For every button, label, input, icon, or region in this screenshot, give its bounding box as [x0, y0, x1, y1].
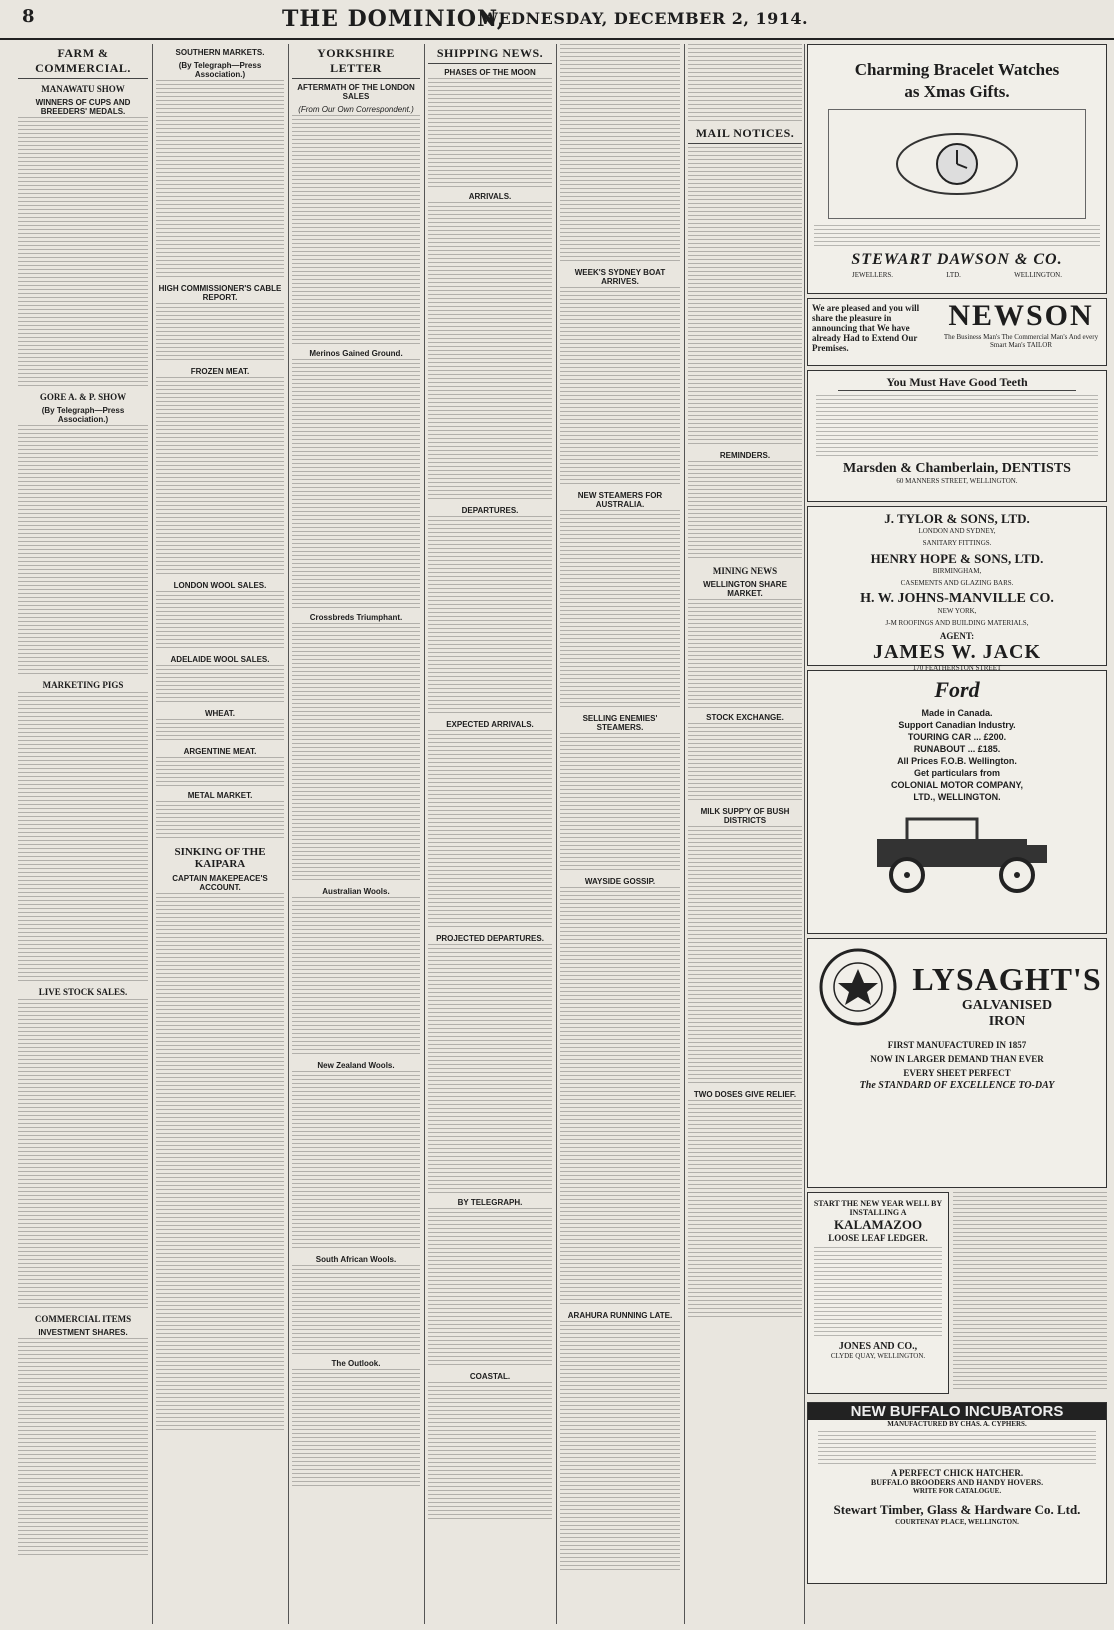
ad-stewart-dawson[interactable] — [807, 44, 1107, 294]
ad-body-text — [814, 225, 1100, 247]
article-heading: COMMERCIAL ITEMS — [34, 1314, 132, 1324]
article-heading: METAL MARKET. — [187, 791, 253, 800]
article-subheading: INVESTMENT SHARES. — [38, 1328, 128, 1337]
article-body — [18, 999, 148, 1309]
column-shipping — [428, 44, 552, 1624]
advertisements-column — [807, 44, 1107, 1624]
article-body — [292, 1369, 420, 1489]
article-body — [428, 1208, 552, 1368]
car-icon — [837, 809, 1077, 895]
column-rule — [424, 44, 425, 1624]
article-body — [560, 733, 680, 873]
ad-address: 170 FEATHERSTON STREET — [912, 664, 1002, 672]
ad-company-name: Marsden & Chamberlain, DENTISTS — [843, 461, 1071, 476]
article-credit: (By Telegraph—Press Association.) — [41, 406, 125, 424]
column-rule — [684, 44, 685, 1624]
newspaper-title: THE DOMINION, — [282, 6, 506, 32]
ad-line: SANITARY FITTINGS. — [922, 539, 992, 547]
ad-newson[interactable] — [807, 298, 1107, 366]
ad-line: A PERFECT CHICK HATCHER. — [890, 1468, 1024, 1478]
article-body — [18, 425, 148, 675]
ad-tagline: The Business Man's The Commercial Man's And every Smart Man's TAILOR — [943, 333, 1099, 349]
ad-line: Get particulars from — [913, 768, 1001, 778]
ad-line: WRITE FOR CATALOGUE. — [912, 1487, 1002, 1495]
article-body — [688, 826, 802, 1086]
article-body — [156, 893, 284, 1433]
article-credit: (From Our Own Correspondent.) — [298, 105, 414, 114]
article-subheading: REMINDERS. — [719, 451, 771, 460]
article-body — [560, 887, 680, 1307]
article-credit: (By Telegraph—Press Association.) — [178, 61, 262, 79]
article-subheading: TWO DOSES GIVE RELIEF. — [693, 1090, 797, 1099]
ad-line: MANUFACTURED BY CHAS. A. CYPHERS. — [887, 1420, 1027, 1428]
article-subheading: SELLING ENEMIES' STEAMERS. — [582, 714, 658, 732]
article-body — [428, 516, 552, 716]
ad-newson-message: We are pleased and you will share the pleasure in announcing that We have already Had to Extend Our Premises. — [812, 303, 920, 353]
ad-company-footer — [808, 271, 1106, 279]
article-body — [560, 44, 680, 264]
article-body — [156, 80, 284, 280]
column-farm-commercial — [18, 44, 148, 1624]
ad-line: NOW IN LARGER DEMAND THAN EVER — [870, 1054, 1044, 1064]
ad-company-name: LYSAGHT'S — [912, 961, 1102, 997]
ad-company-name: NEWSON — [948, 299, 1094, 332]
ad-body-text — [818, 1431, 1096, 1467]
trade-mark-emblem-icon — [818, 947, 898, 1027]
article-subheading: DEPARTURES. — [461, 506, 519, 515]
article-subheading: PHASES OF THE MOON — [444, 68, 536, 77]
column-rule — [804, 44, 805, 1624]
notice-body-text — [953, 1192, 1107, 1392]
ad-line: Made in Canada. — [921, 708, 993, 718]
article-subheading: ARRIVALS. — [468, 192, 512, 201]
article-body — [428, 202, 552, 502]
article-body — [560, 287, 680, 487]
ad-lysaght-iron[interactable] — [807, 938, 1107, 1188]
article-body — [428, 1382, 552, 1522]
ad-line: J. TYLOR & SONS, LTD. — [884, 511, 1030, 526]
ad-line: Support Canadian Industry. — [898, 720, 1016, 730]
ad-line: CASEMENTS AND GLAZING BARS. — [900, 579, 1014, 587]
ad-james-w-jack[interactable] — [807, 506, 1107, 672]
watch-icon — [857, 116, 1057, 212]
ad-headline: Charming Bracelet Watches — [854, 60, 1060, 79]
article-subheading: PROJECTED DEPARTURES. — [436, 934, 544, 943]
ad-body-text — [816, 395, 1098, 457]
ad-line: COLONIAL MOTOR COMPANY, — [890, 780, 1023, 790]
ad-company-name: JAMES W. JACK — [872, 641, 1042, 663]
article-body — [688, 1100, 802, 1320]
article-body — [292, 359, 420, 609]
ad-line: LONDON AND SYDNEY, — [918, 527, 996, 535]
article-body — [560, 510, 680, 710]
article-heading: SINKING OF THE KAIPARA — [174, 846, 266, 870]
article-subheading: WELLINGTON SHARE MARKET. — [703, 580, 787, 598]
ad-company-name: JONES AND CO., — [838, 1341, 918, 1352]
ad-dentists[interactable] — [807, 370, 1107, 502]
ad-line: BUFFALO BROODERS AND HANDY HOVERS. — [870, 1478, 1044, 1487]
ad-line: HENRY HOPE & SONS, LTD. — [870, 551, 1044, 566]
article-body — [156, 591, 284, 651]
article-body — [688, 461, 802, 561]
article-heading: SOUTHERN MARKETS. — [175, 48, 265, 57]
article-heading: MAIL NOTICES. — [688, 126, 802, 144]
article-subheading: ARAHURA RUNNING LATE. — [567, 1311, 673, 1320]
article-subheading: STOCK EXCHANGE. — [706, 713, 784, 722]
ad-company-name: Stewart Timber, Glass & Hardware Co. Ltd. — [833, 1502, 1081, 1517]
article-body — [292, 1265, 420, 1355]
ad-line: FIRST MANUFACTURED IN 1857 — [887, 1040, 1027, 1050]
watch-illustration — [828, 109, 1086, 219]
column-shipping-continued — [560, 44, 680, 1624]
ad-line: The STANDARD OF EXCELLENCE TO-DAY — [859, 1080, 1055, 1091]
ad-headline: NEW BUFFALO INCUBATORS — [808, 1403, 1106, 1420]
ad-line: LTD., WELLINGTON. — [913, 792, 1001, 802]
section-heading: FARM & COMMERCIAL. — [18, 46, 148, 79]
ad-line: All Prices F.O.B. Wellington. — [897, 756, 1017, 766]
ad-ford-motor[interactable] — [807, 670, 1107, 934]
article-subheading: Merinos Gained Ground. — [309, 349, 403, 358]
article-body — [18, 692, 148, 982]
article-heading: MINING NEWS — [712, 566, 778, 576]
article-subheading: Crossbreds Triumphant. — [309, 613, 403, 622]
article-heading: FROZEN MEAT. — [190, 367, 250, 376]
article-body — [156, 665, 284, 705]
ad-line: LOOSE LEAF LEDGER. — [828, 1233, 928, 1243]
article-subheading: CAPTAIN MAKEPEACE'S ACCOUNT. — [172, 874, 268, 892]
article-subheading: Australian Wools. — [322, 887, 390, 896]
article-body — [156, 377, 284, 577]
article-subheading: The Outlook. — [331, 1359, 381, 1368]
ad-address: CLYDE QUAY, WELLINGTON. — [830, 1352, 926, 1360]
ad-price-runabout: RUNABOUT ... £185. — [913, 744, 1001, 754]
ad-buffalo-incubators[interactable] — [807, 1402, 1107, 1584]
article-heading: LONDON WOOL SALES. — [173, 581, 267, 590]
article-subheading: BY TELEGRAPH. — [457, 1198, 523, 1207]
ad-address: COURTENAY PLACE, WELLINGTON. — [895, 1518, 1019, 1526]
article-body — [18, 117, 148, 387]
ad-company-name: STEWART DAWSON & CO. — [851, 251, 1063, 268]
article-heading: LIVE STOCK SALES. — [38, 987, 128, 997]
article-body — [428, 78, 552, 188]
ad-footer-left: JEWELLERS. — [852, 271, 894, 279]
ad-headline: You Must Have Good Teeth — [838, 375, 1076, 391]
ford-logo: Ford — [934, 677, 980, 702]
ad-kalamazoo[interactable] — [807, 1192, 949, 1394]
ad-line: H. W. JOHNS-MANVILLE CO. — [860, 591, 1054, 606]
ad-line: START THE NEW YEAR WELL BY INSTALLING A — [813, 1199, 943, 1217]
article-body — [156, 303, 284, 363]
article-heading: MANAWATU SHOW — [41, 84, 125, 94]
article-body — [292, 897, 420, 1057]
ad-agent-label: AGENT: — [939, 631, 975, 641]
article-subheading: NEW STEAMERS FOR AUSTRALIA. — [577, 491, 663, 509]
article-subheading: WAYSIDE GOSSIP. — [584, 877, 656, 886]
article-heading: MARKETING PIGS — [42, 680, 124, 690]
article-body — [156, 757, 284, 787]
column-yorkshire — [292, 44, 420, 1624]
article-subheading: EXPECTED ARRIVALS. — [446, 720, 534, 729]
article-heading: ADELAIDE WOOL SALES. — [170, 655, 270, 664]
ad-line: KALAMAZOO — [833, 1217, 923, 1232]
article-subheading: MILK SUPP'Y OF BUSH DISTRICTS — [700, 807, 790, 825]
ad-line: EVERY SHEET PERFECT — [903, 1068, 1011, 1078]
column-rule — [288, 44, 289, 1624]
ad-line: IRON — [988, 1014, 1026, 1029]
ad-footer-right: WELLINGTON. — [1014, 271, 1062, 279]
ad-line: NEW YORK, — [937, 607, 977, 615]
column-notices — [688, 44, 802, 1624]
ad-address: 60 MANNERS STREET, WELLINGTON. — [896, 477, 1018, 485]
article-body — [18, 1338, 148, 1558]
article-heading: HIGH COMMISSIONER'S CABLE REPORT. — [158, 284, 282, 302]
article-subheading: COASTAL. — [469, 1372, 511, 1381]
ad-line: J-M ROOFINGS AND BUILDING MATERIALS, — [885, 619, 1029, 627]
article-body — [292, 1071, 420, 1251]
ad-line: GALVANISED — [961, 998, 1053, 1013]
masthead — [0, 0, 1114, 40]
article-subheading: WINNERS OF CUPS AND BREEDERS' MEDALS. — [35, 98, 131, 116]
issue-date: WEDNESDAY, DECEMBER 2, 1914. — [480, 9, 809, 28]
article-subheading: AFTERMATH OF THE LONDON SALES — [297, 83, 415, 101]
article-heading: YORKSHIRE LETTER — [292, 46, 420, 79]
article-body — [156, 801, 284, 841]
article-body — [688, 599, 802, 709]
article-heading: WHEAT. — [204, 709, 236, 718]
column-rule — [556, 44, 557, 1624]
article-body — [156, 719, 284, 743]
ad-price-touring: TOURING CAR ... £200. — [907, 732, 1007, 742]
article-body — [688, 44, 802, 124]
ad-line: BIRMINGHAM, — [932, 567, 982, 575]
article-body — [428, 944, 552, 1194]
ad-body-text — [814, 1247, 942, 1337]
article-subheading: New Zealand Wools. — [317, 1061, 395, 1070]
ad-headline: as Xmas Gifts. — [904, 82, 1010, 101]
article-body — [428, 730, 552, 930]
article-body — [292, 115, 420, 345]
article-body — [688, 723, 802, 803]
article-subheading: South African Wools. — [315, 1255, 397, 1264]
page-number: 8 — [22, 6, 35, 27]
article-body — [292, 623, 420, 883]
article-body — [688, 147, 802, 447]
article-heading: ARGENTINE MEAT. — [183, 747, 257, 756]
article-heading: SHIPPING NEWS. — [428, 46, 552, 64]
article-heading: GORE A. & P. SHOW — [39, 392, 127, 402]
column-rule — [152, 44, 153, 1624]
ad-row — [807, 1192, 1107, 1398]
article-body — [560, 1321, 680, 1571]
ad-footer-mid: LTD. — [946, 271, 961, 279]
column-markets — [156, 44, 284, 1624]
article-subheading: WEEK'S SYDNEY BOAT ARRIVES. — [574, 268, 666, 286]
